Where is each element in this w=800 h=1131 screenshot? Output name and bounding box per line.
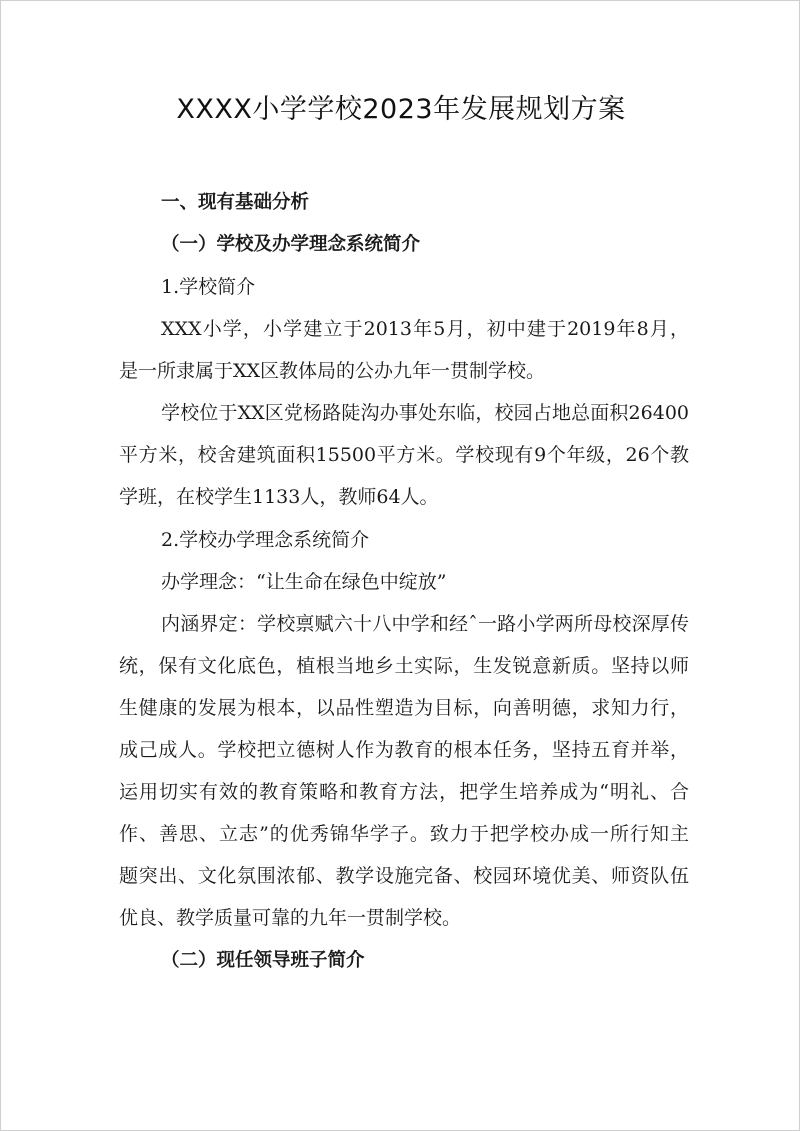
subsection-heading-2: （二）现任领导班子简介 [161,950,365,971]
paragraph-1-line-1: XXX小学，小学建立于2013年5月，初中建于2019年8月， [161,318,689,340]
item-heading-2: 2.学校办学理念系统简介 [161,529,370,551]
paragraph-3-line-1: 内涵界定：学校禀赋六十八中学和经ˆ一路小学两所母校深厚传 [161,613,689,635]
paragraph-2-line-3: 学班，在校学生1133人，教师64人。 [119,486,439,508]
document-title: XXXX小学学校2023年发展规划方案 [176,94,626,125]
paragraph-2-line-1: 学校位于XX区党杨路陡沟办事处东临，校园占地总面积26400 [161,402,689,424]
section-heading-1: 一、现有基础分析 [161,192,310,213]
paragraph-3-line-3: 生健康的发展为根本，以品性塑造为目标，向善明德，求知力行， [119,697,689,719]
paragraph-3-line-4: 成己成人。学校把立德树人作为教育的根本任务，坚持五育并举， [119,739,689,761]
paragraph-1-line-2: 是一所隶属于XX区教体局的公办九年一贯制学校。 [119,360,546,382]
paragraph-3-line-5: 运用切实有效的教育策略和教育方法，把学生培养成为“明礼、合 [119,781,689,803]
school-motto: 办学理念：“让生命在绿色中绽放” [161,571,447,593]
item-heading-1: 1.学校简介 [161,276,256,298]
paragraph-3-line-2: 统，保有文化底色，植根当地乡土实际，生发锐意新质。坚持以师 [119,655,689,677]
paragraph-3-line-7: 题突出、文化氛围浓郁、教学设施完备、校园环境优美、师资队伍 [119,865,689,887]
paragraph-3-line-6: 作、善思、立志”的优秀锦华学子。致力于把学校办成一所行知主 [119,823,689,845]
paragraph-2-line-2: 平方米，校舍建筑面积15500平方米。学校现有9个年级，26个教 [119,444,689,466]
paragraph-3-line-8: 优良、教学质量可靠的九年一贯制学校。 [119,907,462,929]
subsection-heading-1: （一）学校及办学理念系统简介 [161,234,421,255]
